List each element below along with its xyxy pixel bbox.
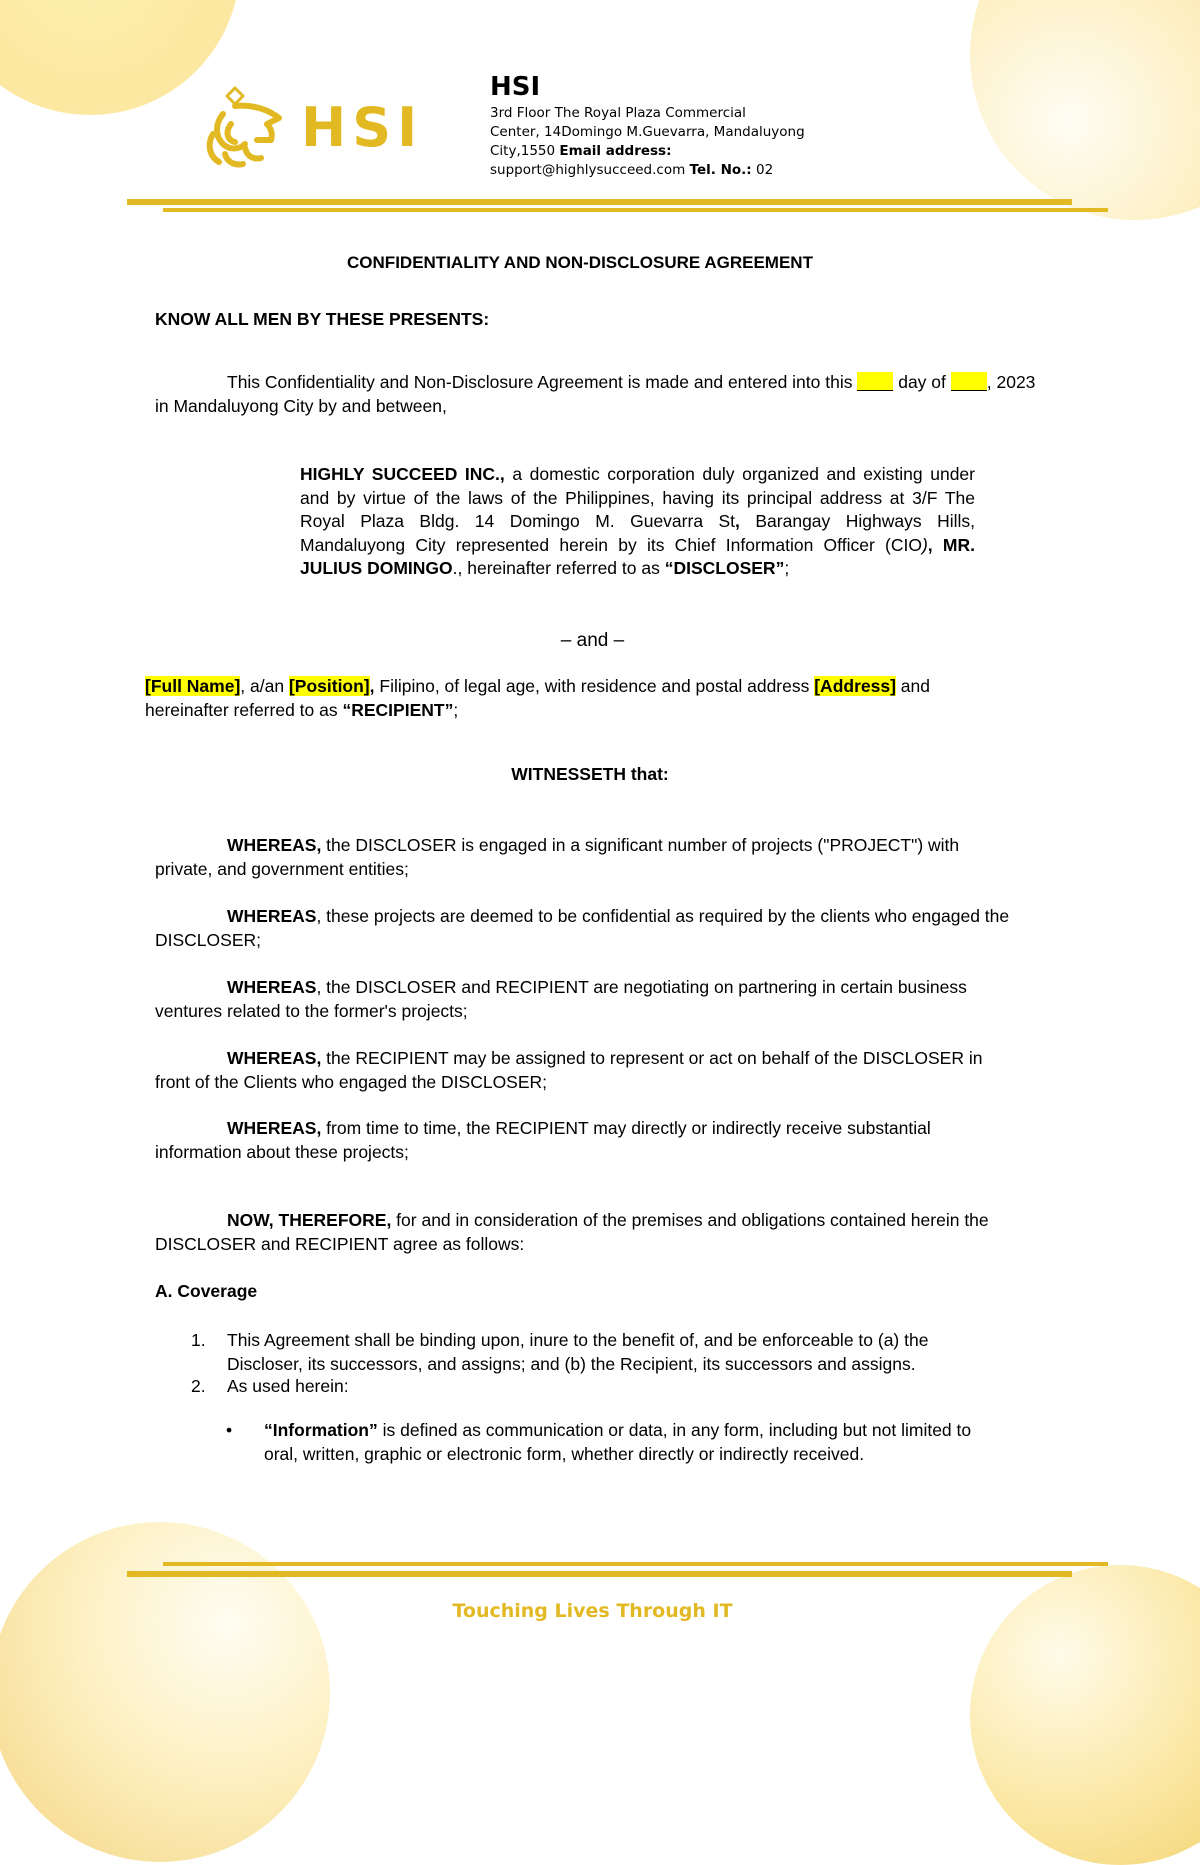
intro-text-b: day of [893, 372, 951, 392]
intro-line-2: in Mandaluyong City by and between, [155, 395, 447, 416]
intro-line-1 [155, 371, 1155, 395]
intro-text-a: This Confidentiality and Non-Disclosure Agreement is made and entered into this [227, 372, 858, 392]
tel-value: 02 [751, 162, 774, 178]
discloser-representative: MR. JULIUS DOMINGO [300, 534, 975, 578]
intro-paragraph [155, 371, 1155, 418]
address-line-3 [490, 142, 870, 161]
address-line-1: 3rd Floor The Royal Plaza Commercial [490, 105, 746, 121]
recipient-paragraph: [Full Name], a/an [Position], Filipino, of legal age, with residence and postal address [Address] and hereinafter referred to as “RECIPIENT”; [145, 676, 930, 720]
day-blank[interactable] [857, 372, 893, 391]
discloser-label: “DISCLOSER” [664, 558, 785, 578]
footer-rule-top [163, 1562, 1108, 1566]
intro-text-c: , 2023 [986, 372, 1036, 392]
company-logo [205, 84, 423, 170]
company-info-block [490, 72, 870, 180]
witnesseth-heading: WITNESSETH that: [511, 764, 669, 784]
email-label: Email address: [559, 143, 672, 159]
tel-label: Tel. No.: [689, 162, 752, 178]
full-name-field[interactable]: [Full Name] [145, 676, 241, 696]
whereas-clause-2: WHEREAS, these projects are deemed to be confidential as required by the clients who engaged the DISCLOSER; [155, 906, 1010, 950]
bullet-symbol: • [226, 1420, 233, 1440]
address-line-2: Center, 14Domingo M.Guevarra, Mandaluyong [490, 124, 805, 140]
logo-wordmark: HSI [301, 95, 424, 159]
coverage-item-2: 2. As used herein: [191, 1376, 349, 1396]
company-name: HSI [490, 72, 541, 102]
section-a-heading: A. Coverage [155, 1281, 258, 1301]
now-therefore-paragraph: NOW, THEREFORE, for and in consideration of the premises and obligations contained herein the DISCLOSER and RECIPIENT agree as follows: [155, 1210, 989, 1254]
whereas-clause-4: WHEREAS, the RECIPIENT may be assigned to represent or act on behalf of the DISCLOSER in front of the Clients who engaged the DISCLOSER; [155, 1048, 983, 1092]
company-address [490, 104, 870, 180]
decor-circle-top-right [970, 0, 1200, 220]
and-separator: – and – [560, 630, 625, 651]
coverage-item-1: 1. This Agreement shall be binding upon, inure to the benefit of, and be enforceable to (a) the Discloser, its successors, and assigns; and (b) the Recipient, its successors and assigns. [191, 1330, 929, 1374]
address-field[interactable]: [Address] [814, 676, 896, 696]
information-definition-bullet: • “Information” is defined as communication or data, in any form, including but not limited to oral, written, graphic or electronic form, whether directly or indirectly received. [226, 1420, 972, 1464]
decor-circle-top-left [0, 0, 240, 115]
footer-tagline: Touching Lives Through IT [452, 1600, 733, 1622]
header-rule-bottom [163, 208, 1108, 212]
contact-line [490, 161, 870, 180]
whereas-clause-5: WHEREAS, from time to time, the RECIPIENT may directly or indirectly receive substantial information about these projects; [155, 1118, 931, 1162]
position-field[interactable]: [Position] [288, 676, 370, 696]
footer-rule-bottom [127, 1571, 1072, 1577]
discloser-paragraph: HIGHLY SUCCEED INC., a domestic corporation duly organized and existing under and by virtue of the laws of the Philippines, having its principal address at 3/F The Royal Plaza Bldg. 14 Domingo M. Guevarra St, Barangay Highways Hills, Mandaluyong City represented herein by its Chief Information Officer (CIO), MR. JULIUS DOMINGO., hereinafter referred to as “DISCLOSER”; [300, 464, 975, 578]
month-blank[interactable] [951, 372, 987, 391]
header-rule-top [127, 199, 1072, 205]
whereas-clause-3: WHEREAS, the DISCLOSER and RECIPIENT are negotiating on partnering in certain business ventures related to the former's projects; [155, 977, 967, 1021]
email-value: support@highlysucceed.com [490, 162, 686, 178]
address-city: City,1550 [490, 143, 560, 159]
recipient-label: “RECIPIENT” [342, 699, 454, 720]
lion-icon [205, 84, 287, 170]
know-all-heading: KNOW ALL MEN BY THESE PRESENTS: [155, 309, 490, 329]
whereas-clause-1: WHEREAS, the DISCLOSER is engaged in a significant number of projects ("PROJECT") with private, and government entities; [155, 835, 960, 879]
discloser-name: HIGHLY SUCCEED INC., [300, 464, 505, 484]
document-title: CONFIDENTIALITY AND NON-DISCLOSURE AGREEMENT [347, 253, 813, 272]
